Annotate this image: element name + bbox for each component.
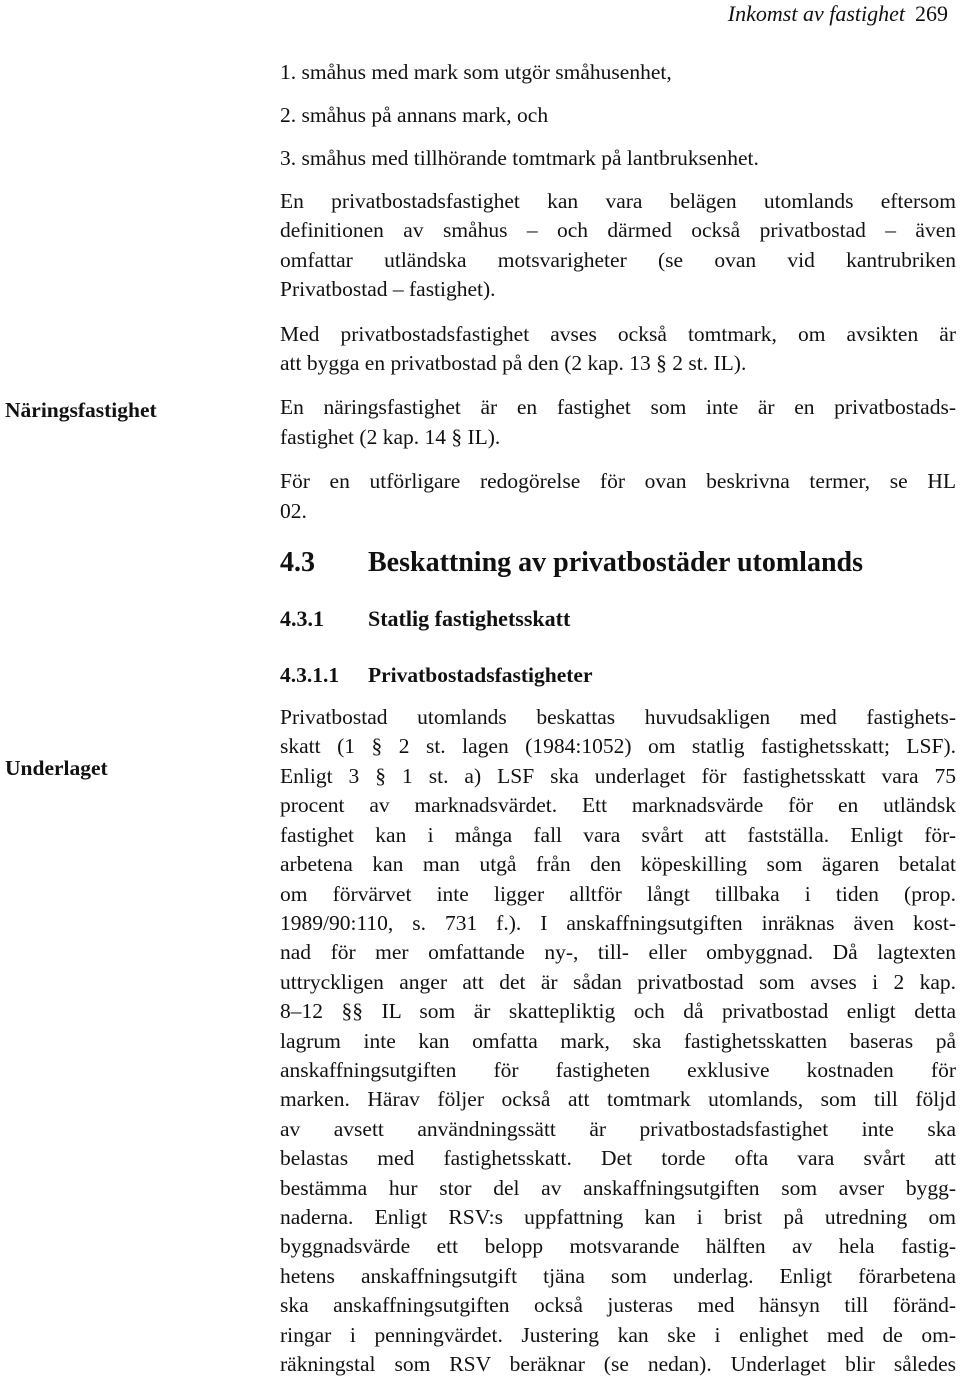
text-line: skatt (1 § 2 st. lagen (1984:1052) om statlig fastighetsskatt; LSF). bbox=[280, 734, 956, 759]
text-line: att bygga en privatbostad på den (2 kap. 13 § 2 st. IL). bbox=[280, 351, 747, 376]
text-line: omfattar utländska motsvarigheter (se ovan vid kantrubriken bbox=[280, 247, 956, 272]
text-line: arbetena kan man utgå från den köpeskilling som ägaren betalat bbox=[280, 852, 956, 877]
text-line: av avsett användningssätt är privatbostadsfastighet inte ska bbox=[280, 1116, 956, 1141]
text-line: fastighet (2 kap. 14 § IL). bbox=[280, 424, 501, 449]
text-line: En näringsfastighet är en fastighet som inte är en privatbostads- bbox=[280, 395, 956, 420]
paragraph-naringsfastighet bbox=[280, 393, 956, 452]
text-line: ringar i penningvärdet. Justering kan ske i enlighet med de om- bbox=[280, 1322, 956, 1347]
paragraph-hanvisning bbox=[280, 467, 956, 526]
paragraph-underlaget bbox=[280, 703, 956, 1379]
smahus-list bbox=[280, 58, 956, 187]
text-line: 1989/90:110, s. 731 f.). I anskaffningsutgiften inräknas även kost- bbox=[280, 910, 956, 935]
margin-note-underlaget: Underlaget bbox=[5, 756, 108, 780]
section-title: Beskattning av privatbostäder utomlands bbox=[368, 547, 864, 579]
text-line: För en utförligare redogörelse för ovan beskrivna termer, se HL bbox=[280, 469, 956, 494]
text-line: definitionen av småhus – och därmed också privatbostad – även bbox=[280, 218, 956, 243]
text-line: Privatbostad utomlands beskattas huvudsakligen med fastighets- bbox=[280, 705, 956, 730]
section-number: 4.3.1.1 bbox=[280, 663, 340, 688]
section-heading-4-3-1 bbox=[280, 604, 956, 633]
text-line: räkningstal som RSV beräknar (se nedan). Underlaget blir således bbox=[280, 1352, 956, 1376]
text-line: uttryckligen anger att det är sådan privatbostad som avses i 2 kap. bbox=[280, 969, 956, 994]
list-item: 2. småhus på annans mark, och bbox=[280, 103, 549, 127]
text-line: nad för mer omfattande ny-, till- eller ombyggnad. Då lagtexten bbox=[280, 940, 956, 965]
section-number: 4.3 bbox=[280, 547, 315, 579]
list-item: 3. småhus med tillhörande tomtmark på lantbruksenhet. bbox=[280, 146, 759, 170]
page-number: 269 bbox=[915, 1, 948, 26]
page-header bbox=[728, 0, 948, 28]
section-number: 4.3.1 bbox=[280, 606, 324, 632]
text-line: Privatbostad – fastighet). bbox=[280, 277, 496, 302]
text-line: procent av marknadsvärdet. Ett marknadsvärde för en utländsk bbox=[280, 793, 956, 818]
text-line: bestämma hur stor del av anskaffningsutgiften som avser bygg- bbox=[280, 1175, 956, 1200]
section-heading-4-3 bbox=[280, 546, 956, 580]
text-line: lagrum inte kan omfatta mark, ska fastighetsskatten baseras på bbox=[280, 1028, 956, 1053]
text-line: En privatbostadsfastighet kan vara belägen utomlands eftersom bbox=[280, 189, 956, 213]
text-line: naderna. Enligt RSV:s uppfattning kan i brist på utredning om bbox=[280, 1204, 956, 1229]
text-line: ska anskaffningsutgiften också justeras med hänsyn till föränd- bbox=[280, 1293, 956, 1318]
text-line: hetens anskaffningsutgift tjäna som underlag. Enligt förarbetena bbox=[280, 1263, 956, 1288]
text-line: anskaffningsutgiften för fastigheten exklusive kostnaden för bbox=[280, 1057, 956, 1082]
margin-note-naringsfastighet: Näringsfastighet bbox=[5, 398, 157, 422]
text-line: Enligt 3 § 1 st. a) LSF ska underlaget för fastighetsskatt vara 75 bbox=[280, 763, 956, 788]
running-title: Inkomst av fastighet bbox=[727, 1, 905, 26]
section-title: Privatbostadsfastigheter bbox=[368, 663, 593, 688]
text-line: 02. bbox=[280, 498, 307, 523]
body-text bbox=[280, 58, 956, 1379]
text-line: Med privatbostadsfastighet avses också tomtmark, om avsikten är bbox=[280, 321, 956, 346]
paragraph-tomtmark bbox=[280, 320, 956, 379]
text-line: byggnadsvärde ett belopp motsvarande hälften av hela fastig- bbox=[280, 1234, 956, 1259]
list-item: 1. småhus med mark som utgör småhusenhet, bbox=[280, 60, 672, 84]
paragraph-privatbostad-utomlands bbox=[280, 187, 956, 305]
text-line: marken. Härav följer också att tomtmark utomlands, som till följd bbox=[280, 1087, 956, 1112]
text-line: fastighet kan i många fall vara svårt att fastställa. Enligt för- bbox=[280, 822, 956, 847]
section-title: Statlig fastighetsskatt bbox=[368, 606, 571, 632]
text-line: 8–12 §§ IL som är skattepliktig och då privatbostad enligt detta bbox=[280, 999, 956, 1024]
text-line: belastas med fastighetsskatt. Det torde ofta vara svårt att bbox=[280, 1146, 956, 1171]
text-line: om förvärvet inte ligger alltför långt tillbaka i tiden (prop. bbox=[280, 881, 956, 906]
section-heading-4-3-1-1 bbox=[280, 661, 956, 690]
